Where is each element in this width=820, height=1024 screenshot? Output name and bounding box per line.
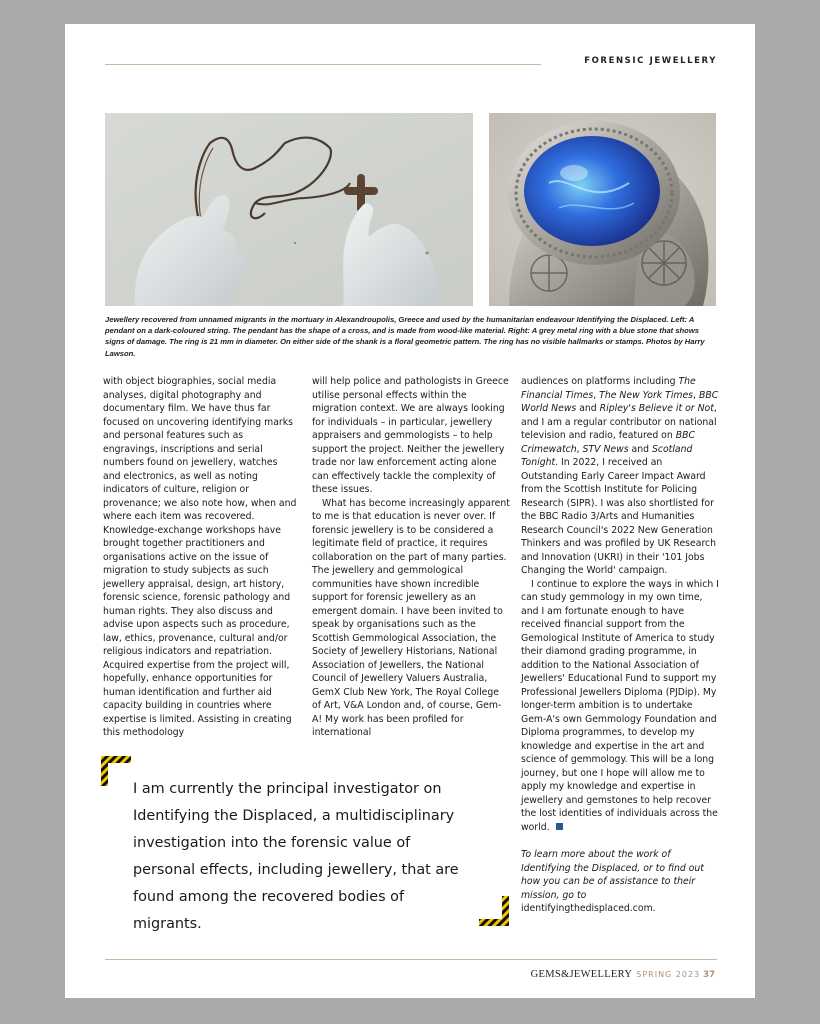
header-rule [105, 64, 541, 65]
footer-rule [105, 959, 717, 960]
website-link[interactable]: identifyingthedisplaced.com. [521, 903, 656, 914]
pullquote-bracket-bottom-right [479, 896, 509, 926]
column3-paragraph-2: I continue to explore the ways in which I can study gemmology in my own time, and I am fortunate enough to have received financial support from the Gemological Institute of America to study their diamond grading programme, in addition to the National Association of Jewellers' Educational Fund to support my Professional Jewellers Diploma (PJDip). My longer-term ambition is to undertake Gem-A's own Gemmology Foundation and Diploma programmes, to develop my knowledge and expertise in the art and science of gemmology. This will be a long journey, but one I hope will allow me to apply my knowledge and expertise in jewellery and gemstones to help recover the lost identities of individuals across the world. [521, 578, 719, 833]
pendant-photo [105, 113, 473, 306]
column2-paragraph-1: will help police and pathologists in Greece utilise personal effects within the migration context. We are always looking for individuals – in particular, jewellery appraisers and gemmologists – to help support the project. Neither the jewellery trade nor law enforcement acting alone can effectively tackle the complexity of these issues. [312, 376, 509, 495]
article-column-2 [312, 375, 510, 740]
article-column-1 [103, 375, 297, 740]
magazine-brand: GEMS&JEWELLERY [530, 969, 633, 980]
magazine-page [65, 24, 755, 998]
column1-text: with object biographies, social media analyses, digital photography and documentary film. We have thus far focused on uncovering identifying marks and personal features such as engravings, inscriptions and serial numbers found on jewellery, watches and electronics, as well as noting indicators of culture, religion or provenance; we also note how, when and where each item was recovered. Knowledge-exchange workshops have brought together practitioners and organisations active on the issue of migration to study subjects as such jewellery appraisal, design, art history, forensic science, forensic pathology and human rights. They also discuss and advise upon aspects such as procedure, law, ethics, provenance, cultural and/or religious indicators and repatriation. Acquired expertise from the project will, hopefully, enhance opportunities for human identification and further aid capacity building in countries where expertise is limited. Assisting in creating this methodology [103, 376, 297, 738]
photo-caption: Jewellery recovered from unnamed migrants in the mortuary in Alexandroupolis, Greece and used by the humanitarian endeavour Identifying the Displaced. Left: A pendant on a dark-coloured string. The pendant has the shape of a cross, and is made from wood-like material. Right: A grey metal ring with a blue stone that shows signs of damage. The ring is 21 mm in diameter. On either side of the shank is a floral geometric pattern. The ring has no visible hallmarks or stamps. Photos by Harry Lawson. [105, 315, 705, 358]
page-number: 37 [703, 970, 715, 980]
column3-paragraph-1: audiences on platforms including The Financial Times, The New York Times, BBC World News and Ripley's Believe it or Not, and I am a regular contributor on national television and radio, featured on BBC Crimewatch, STV News and Scotland Tonight. In 2022, I received an Outstanding Early Career Impact Award from the Scottish Institute for Policing Research (SIPR). I was also shortlisted for the BBC Radio 3/Arts and Humanities Research Council's 2022 New Generation Thinkers and was profiled by UK Research and Innovation (UKRI) in their '101 Jobs Changing the World' campaign. [521, 376, 719, 576]
pullquote-bracket-top-left [101, 756, 131, 786]
article-column-3 [521, 375, 719, 916]
ring-photo [489, 113, 716, 306]
column2-paragraph-2: What has become increasingly apparent to me is that education is never over. If forensic jewellery is to be considered a legitimate field of practice, it requires collaboration on the part of many parties. The jewellery and gemmological communities have shown incredible support for forensic jewellery as an emergent domain. I have been invited to speak by organisations such as the Scottish Gemmological Association, the Society of Jewellery Historians, National Association of Jewellers, the National Council of Jewellery Valuers Australia, GemX Club New York, The Royal College of Art, V&A London and, of course, Gem-A! My work has been profiled for international [312, 497, 510, 738]
page-footer [531, 969, 715, 980]
learn-more-note: To learn more about the work of Identifying the Displaced, or to find out how you can be of assistance to their mission, go to identifyingthedisplaced.com. [521, 849, 704, 914]
issue-label: SPRING 2023 [636, 970, 701, 979]
end-of-article-mark [556, 823, 563, 830]
pullquote: I am currently the principal investigator on Identifying the Displaced, a multidisciplinary investigation into the forensic value of personal effects, including jewellery, that are found among the recovered bodies of migrants. [133, 781, 459, 932]
section-label: FORENSIC JEWELLERY [584, 56, 717, 66]
